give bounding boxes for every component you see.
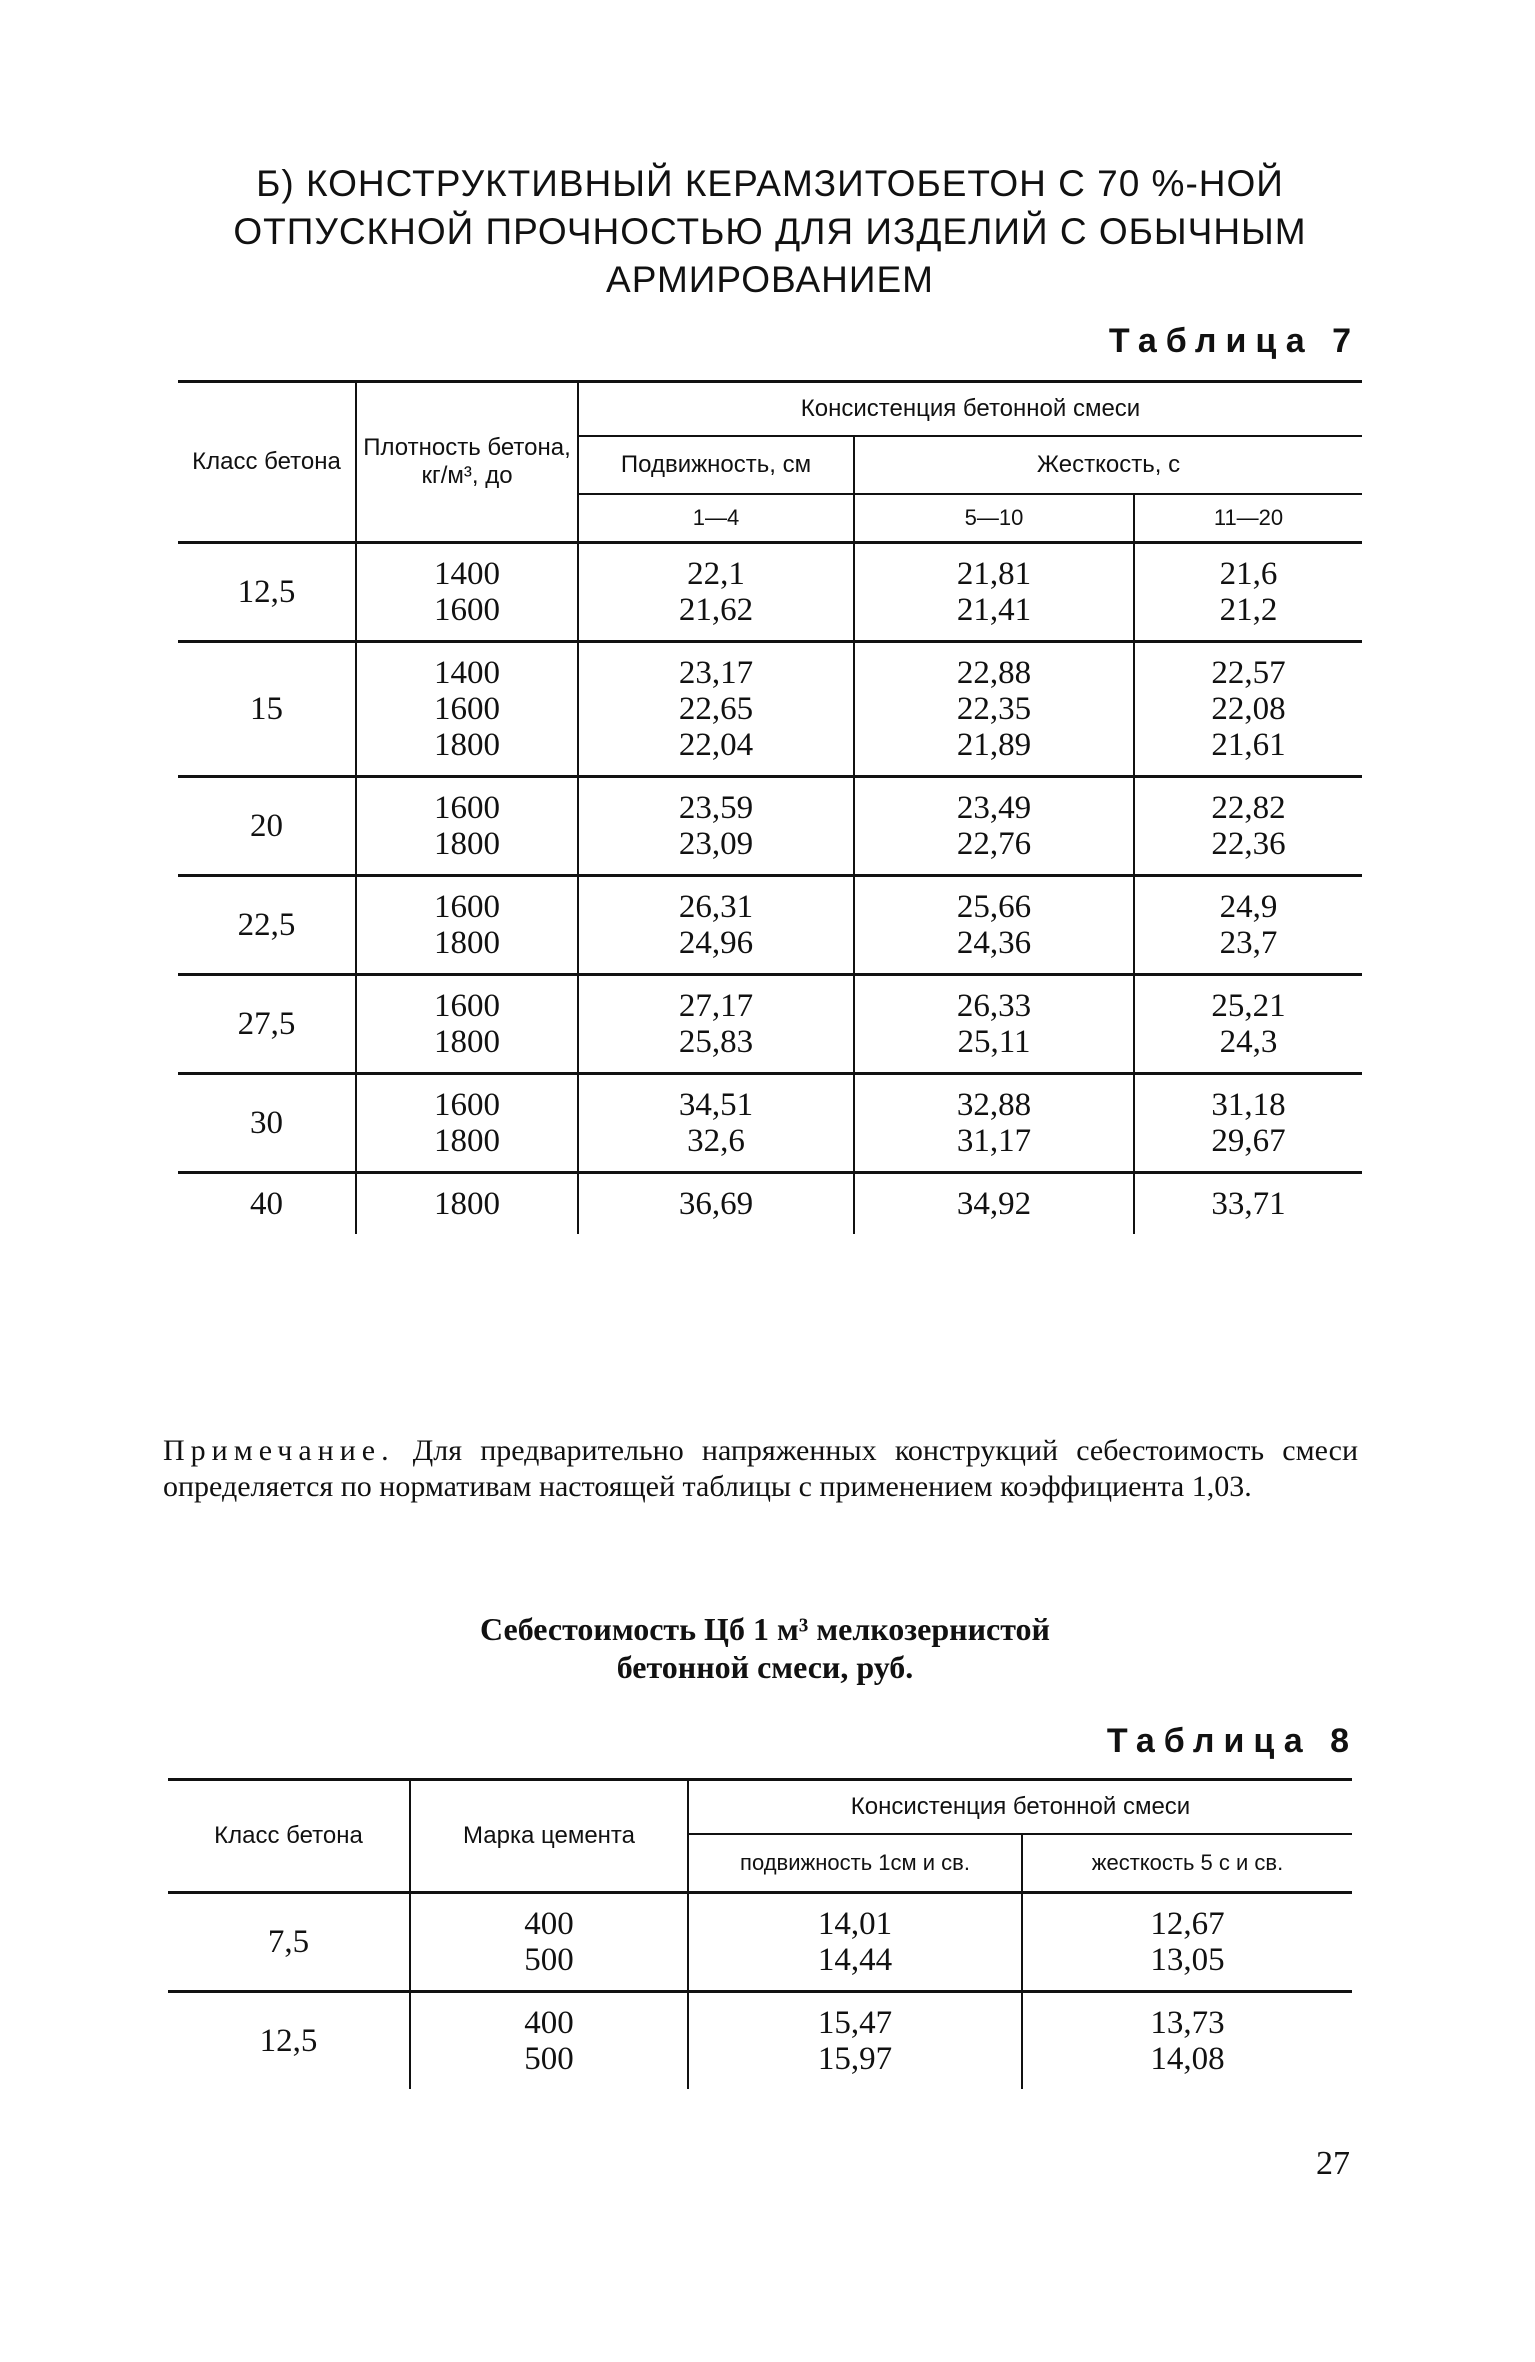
mobility-1-4-cell (578, 642, 854, 777)
stiffness-5-10-cell-value: 22,76 (956, 826, 1032, 862)
t7-body (178, 543, 1362, 1235)
mobility-1-4-cell (578, 777, 854, 876)
t8-body (168, 1893, 1352, 2090)
t8-header-class: Класс бетона (214, 1822, 363, 1849)
density-cell-value: 1600 (434, 790, 500, 826)
stiffness-11-20-cell-value: 33,71 (1211, 1186, 1286, 1222)
density-cell (356, 975, 578, 1074)
density-cell (356, 777, 578, 876)
mobility-1-4-cell-value: 26,31 (678, 889, 754, 925)
t8-header-consistency: Консистенция бетонной смеси (688, 1780, 1352, 1835)
table-row (168, 1893, 1352, 1992)
t7-header-range-b: 5—10 (854, 494, 1134, 543)
stiffness-5-10-cell-value: 22,35 (956, 691, 1032, 727)
heading-line-1: Б) КОНСТРУКТИВНЫЙ КЕРАМЗИТОБЕТОН С 70 %-НОЙ (256, 163, 1284, 204)
stiffness-11-20-cell-value: 22,57 (1211, 655, 1286, 691)
stiffness-5-10-cell-value: 24,36 (956, 925, 1032, 961)
table8-title-line-2: бетонной смеси, руб. (616, 1649, 914, 1685)
stiffness-11-20-cell-value: 24,9 (1219, 889, 1278, 925)
t7-header-consistency: Консистенция бетонной смеси (578, 382, 1362, 437)
concrete-class-cell: 12,5 (237, 574, 296, 610)
mobility-cell-value: 15,97 (817, 2041, 893, 2077)
table8-title-line-1: Себестоимость Цб 1 м³ мелкозернистой (480, 1611, 1050, 1647)
stiffness-5-10-cell-value: 31,17 (956, 1123, 1032, 1159)
cement-grade-cell (410, 1893, 688, 1992)
stiffness-cell-value: 13,05 (1150, 1942, 1225, 1978)
stiffness-cell (1022, 1893, 1352, 1992)
cement-grade-cell-value: 500 (524, 1942, 574, 1978)
section-heading (170, 160, 1370, 304)
stiffness-cell-value: 14,08 (1150, 2041, 1225, 2077)
t8-header-cement: Марка цемента (410, 1780, 688, 1893)
t7-header-mobility: Подвижность, см (578, 436, 854, 494)
stiffness-5-10-cell-value: 26,33 (956, 988, 1032, 1024)
mobility-1-4-cell-value: 21,62 (678, 592, 754, 628)
t7-header-density: Плотность бетона, кг/м³, до (356, 382, 578, 543)
t7-header-class: Класс бетона (192, 448, 341, 475)
stiffness-5-10-cell-value: 21,89 (956, 727, 1032, 763)
density-cell-value: 1600 (434, 889, 500, 925)
density-cell-value: 1800 (434, 1024, 500, 1060)
mobility-1-4-cell (578, 1074, 854, 1173)
cement-grade-cell-value: 400 (524, 1906, 574, 1942)
mobility-cell-value: 14,44 (817, 1942, 893, 1978)
density-cell-value: 1400 (434, 556, 500, 592)
mobility-1-4-cell (578, 876, 854, 975)
mobility-1-4-cell-value: 24,96 (678, 925, 754, 961)
mobility-1-4-cell-value: 23,59 (678, 790, 754, 826)
note-lead: Примечание. (163, 1434, 395, 1467)
mobility-cell-value: 14,01 (817, 1906, 893, 1942)
stiffness-11-20-cell-value: 21,61 (1211, 727, 1286, 763)
stiffness-11-20-cell (1134, 1074, 1362, 1173)
density-cell (356, 543, 578, 642)
stiffness-5-10-cell (854, 1074, 1134, 1173)
concrete-class-cell: 30 (250, 1105, 283, 1141)
density-cell-value: 1600 (434, 1087, 500, 1123)
stiffness-11-20-cell-value: 21,2 (1219, 592, 1278, 628)
concrete-class-cell: 27,5 (237, 1006, 296, 1042)
concrete-class-cell: 22,5 (237, 907, 296, 943)
stiffness-11-20-cell-value: 25,21 (1211, 988, 1286, 1024)
stiffness-cell-value: 13,73 (1150, 2005, 1225, 2041)
density-cell (356, 642, 578, 777)
mobility-1-4-cell-value: 25,83 (678, 1024, 754, 1060)
stiffness-5-10-cell (854, 876, 1134, 975)
t8-header-mobility: подвижность 1см и св. (688, 1834, 1022, 1893)
stiffness-11-20-cell (1134, 876, 1362, 975)
mobility-1-4-cell (578, 543, 854, 642)
mobility-1-4-cell-value: 23,17 (678, 655, 754, 691)
t7-header-range-c: 11—20 (1134, 494, 1362, 543)
mobility-cell (688, 1893, 1022, 1992)
density-cell-value: 1800 (434, 1186, 500, 1222)
mobility-1-4-cell-value: 32,6 (687, 1123, 745, 1159)
mobility-1-4-cell (578, 1173, 854, 1235)
stiffness-5-10-cell (854, 642, 1134, 777)
stiffness-5-10-cell-value: 23,49 (956, 790, 1032, 826)
stiffness-11-20-cell (1134, 975, 1362, 1074)
mobility-1-4-cell-value: 22,04 (678, 727, 754, 763)
table8 (168, 1778, 1352, 2089)
cement-grade-cell (410, 1992, 688, 2090)
mobility-cell (688, 1992, 1022, 2090)
t8-header-stiffness: жесткость 5 с и св. (1022, 1834, 1352, 1893)
stiffness-11-20-cell (1134, 543, 1362, 642)
table-row (178, 777, 1362, 876)
stiffness-cell-value: 12,67 (1150, 1906, 1225, 1942)
stiffness-11-20-cell-value: 23,7 (1219, 925, 1278, 961)
mobility-1-4-cell-value: 22,1 (687, 556, 745, 592)
stiffness-11-20-cell-value: 31,18 (1211, 1087, 1286, 1123)
mobility-1-4-cell (578, 975, 854, 1074)
density-cell-value: 1800 (434, 925, 500, 961)
table7-label: Таблица 7 (1108, 322, 1360, 360)
stiffness-5-10-cell-value: 21,81 (956, 556, 1032, 592)
density-cell-value: 1600 (434, 592, 500, 628)
density-cell (356, 1074, 578, 1173)
stiffness-5-10-cell (854, 975, 1134, 1074)
stiffness-5-10-cell-value: 22,88 (956, 655, 1032, 691)
heading-line-2: ОТПУСКНОЙ ПРОЧНОСТЬЮ ДЛЯ ИЗДЕЛИЙ С ОБЫЧНЫМ (233, 211, 1307, 252)
stiffness-5-10-cell (854, 777, 1134, 876)
stiffness-11-20-cell-value: 22,08 (1211, 691, 1286, 727)
table8-title (250, 1610, 1280, 1686)
density-cell-value: 1800 (434, 1123, 500, 1159)
stiffness-11-20-cell-value: 29,67 (1211, 1123, 1286, 1159)
density-cell (356, 1173, 578, 1235)
mobility-1-4-cell-value: 27,17 (678, 988, 754, 1024)
table-row (178, 642, 1362, 777)
stiffness-11-20-cell (1134, 777, 1362, 876)
stiffness-5-10-cell (854, 543, 1134, 642)
table7 (178, 380, 1362, 1234)
table-row (178, 1173, 1362, 1235)
table-row (178, 876, 1362, 975)
density-cell-value: 1400 (434, 655, 500, 691)
mobility-cell-value: 15,47 (817, 2005, 893, 2041)
stiffness-5-10-cell-value: 32,88 (956, 1087, 1032, 1123)
density-cell-value: 1800 (434, 826, 500, 862)
table8-label: Таблица 8 (1106, 1722, 1358, 1760)
table-row (168, 1992, 1352, 2090)
stiffness-11-20-cell-value: 21,6 (1219, 556, 1278, 592)
density-cell (356, 876, 578, 975)
density-cell-value: 1600 (434, 691, 500, 727)
stiffness-5-10-cell-value: 34,92 (956, 1186, 1032, 1222)
stiffness-5-10-cell-value: 21,41 (956, 592, 1032, 628)
mobility-1-4-cell-value: 23,09 (678, 826, 754, 862)
stiffness-5-10-cell-value: 25,11 (957, 1024, 1031, 1060)
density-cell-value: 1600 (434, 988, 500, 1024)
mobility-1-4-cell-value: 34,51 (678, 1087, 754, 1123)
cement-grade-cell-value: 400 (524, 2005, 574, 2041)
t7-header-range-a: 1—4 (578, 494, 854, 543)
stiffness-11-20-cell (1134, 1173, 1362, 1235)
cement-grade-cell-value: 500 (524, 2041, 574, 2077)
stiffness-11-20-cell-value: 24,3 (1219, 1024, 1278, 1060)
density-cell-value: 1800 (434, 727, 500, 763)
stiffness-5-10-cell-value: 25,66 (956, 889, 1032, 925)
mobility-1-4-cell-value: 36,69 (678, 1186, 754, 1222)
t7-header-stiffness: Жесткость, с (854, 436, 1362, 494)
note-text: Для предварительно напряженных конструкций себестоимость смеси определяется по нормативам настоящей таблицы с применением коэффициента 1,03. (163, 1434, 1359, 1503)
heading-line-3: АРМИРОВАНИЕМ (606, 259, 934, 300)
concrete-class-cell: 12,5 (259, 2023, 318, 2059)
stiffness-5-10-cell (854, 1173, 1134, 1235)
concrete-class-cell: 20 (250, 808, 283, 844)
table7-note (163, 1433, 1358, 1505)
stiffness-11-20-cell-value: 22,36 (1211, 826, 1286, 862)
mobility-1-4-cell-value: 22,65 (678, 691, 754, 727)
table-row (178, 975, 1362, 1074)
table-row (178, 1074, 1362, 1173)
table-row (178, 543, 1362, 642)
concrete-class-cell: 7,5 (267, 1924, 310, 1960)
stiffness-11-20-cell-value: 22,82 (1211, 790, 1286, 826)
concrete-class-cell: 15 (250, 691, 283, 727)
page-number: 27 (1316, 2145, 1350, 2182)
concrete-class-cell: 40 (250, 1186, 283, 1222)
stiffness-cell (1022, 1992, 1352, 2090)
stiffness-11-20-cell (1134, 642, 1362, 777)
